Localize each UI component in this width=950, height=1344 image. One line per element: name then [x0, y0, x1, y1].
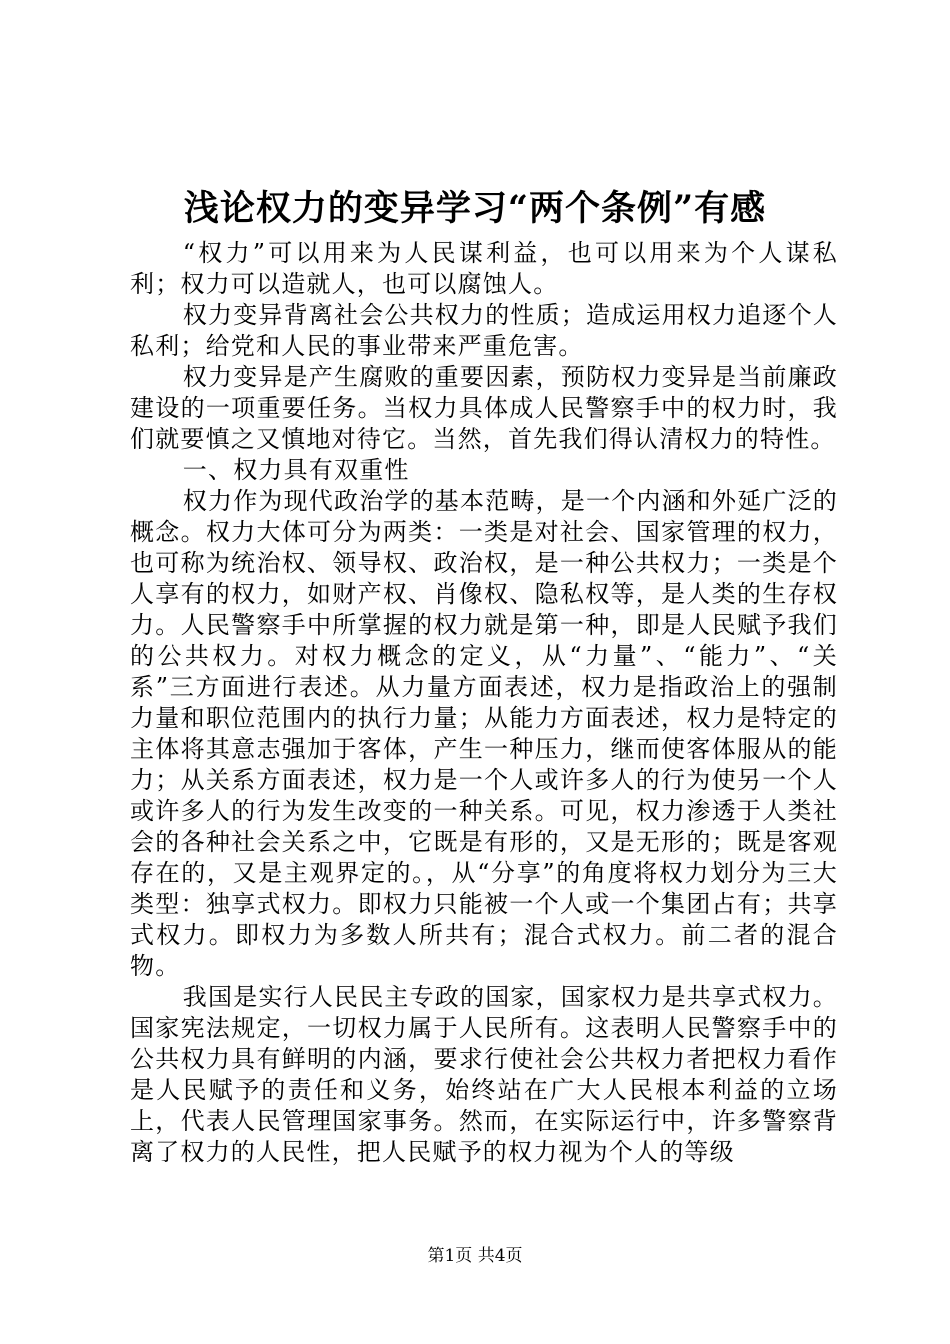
paragraph: 我国是实行人民民主专政的国家，国家权力是共享式权力。国家宪法规定，一切权力属于人民所有。这表明人民警察手中的公共权力具有鲜明的内涵，要求行使社会公共权力者把权力看作是人民赋予的责任和义务，始终站在广大人民根本利益的立场上，代表人民管理国家事务。然而，在实际运行中，许多警察背离了权力的人民性，把人民赋予的权力视为个人的等级 — [130, 983, 838, 1166]
page-footer: 第1页 共4页 — [427, 1246, 523, 1266]
paragraph: 权力作为现代政治学的基本范畴，是一个内涵和外延广泛的概念。权力大体可分为两类：一类是对社会、国家管理的权力，也可称为统治权、领导权、政治权，是一种公共权力；一类是个人享有的权力，如财产权、肖像权、隐私权等，是人类的生存权力。人民警察手中所掌握的权力就是第一种，即是人民赋予我们的公共权力。对权力概念的定义，从“力量”、“能力”、“关系”三方面进行表述。从力量方面表述，权力是指政治上的强制力量和职位范围内的执行力量；从能力方面表述，权力是特定的主体将其意志强加于客体，产生一种压力，继而使客体服从的能力；从关系方面表述，权力是一个人或许多人的行为使另一个人或许多人的行为发生改变的一种关系。可见，权力渗透于人类社会的各种社会关系之中，它既是有形的，又是无形的；既是客观存在的，又是主观界定的。，从“分享”的角度将权力划分为三大类型：独享式权力。即权力只能被一个人或一个集团占有；共享式权力。即权力为多数人所共有；混合式权力。前二者的混合物。 — [130, 487, 838, 980]
paragraph: 权力变异背离社会公共权力的性质；造成运用权力追逐个人私利；给党和人民的事业带来严重危害。 — [130, 301, 838, 360]
section-heading: 一、权力具有双重性 — [182, 456, 410, 484]
document-body — [130, 238, 838, 1168]
document-title: 浅论权力的变异学习“两个条例”有感 — [183, 188, 767, 229]
paragraph: “权力”可以用来为人民谋利益，也可以用来为个人谋私利；权力可以造就人，也可以腐蚀人。 — [130, 239, 838, 298]
paragraph: 权力变异是产生腐败的重要因素，预防权力变异是当前廉政建设的一项重要任务。当权力具体成人民警察手中的权力时，我们就要慎之又慎地对待它。当然，首先我们得认清权力的特性。 — [130, 363, 838, 453]
